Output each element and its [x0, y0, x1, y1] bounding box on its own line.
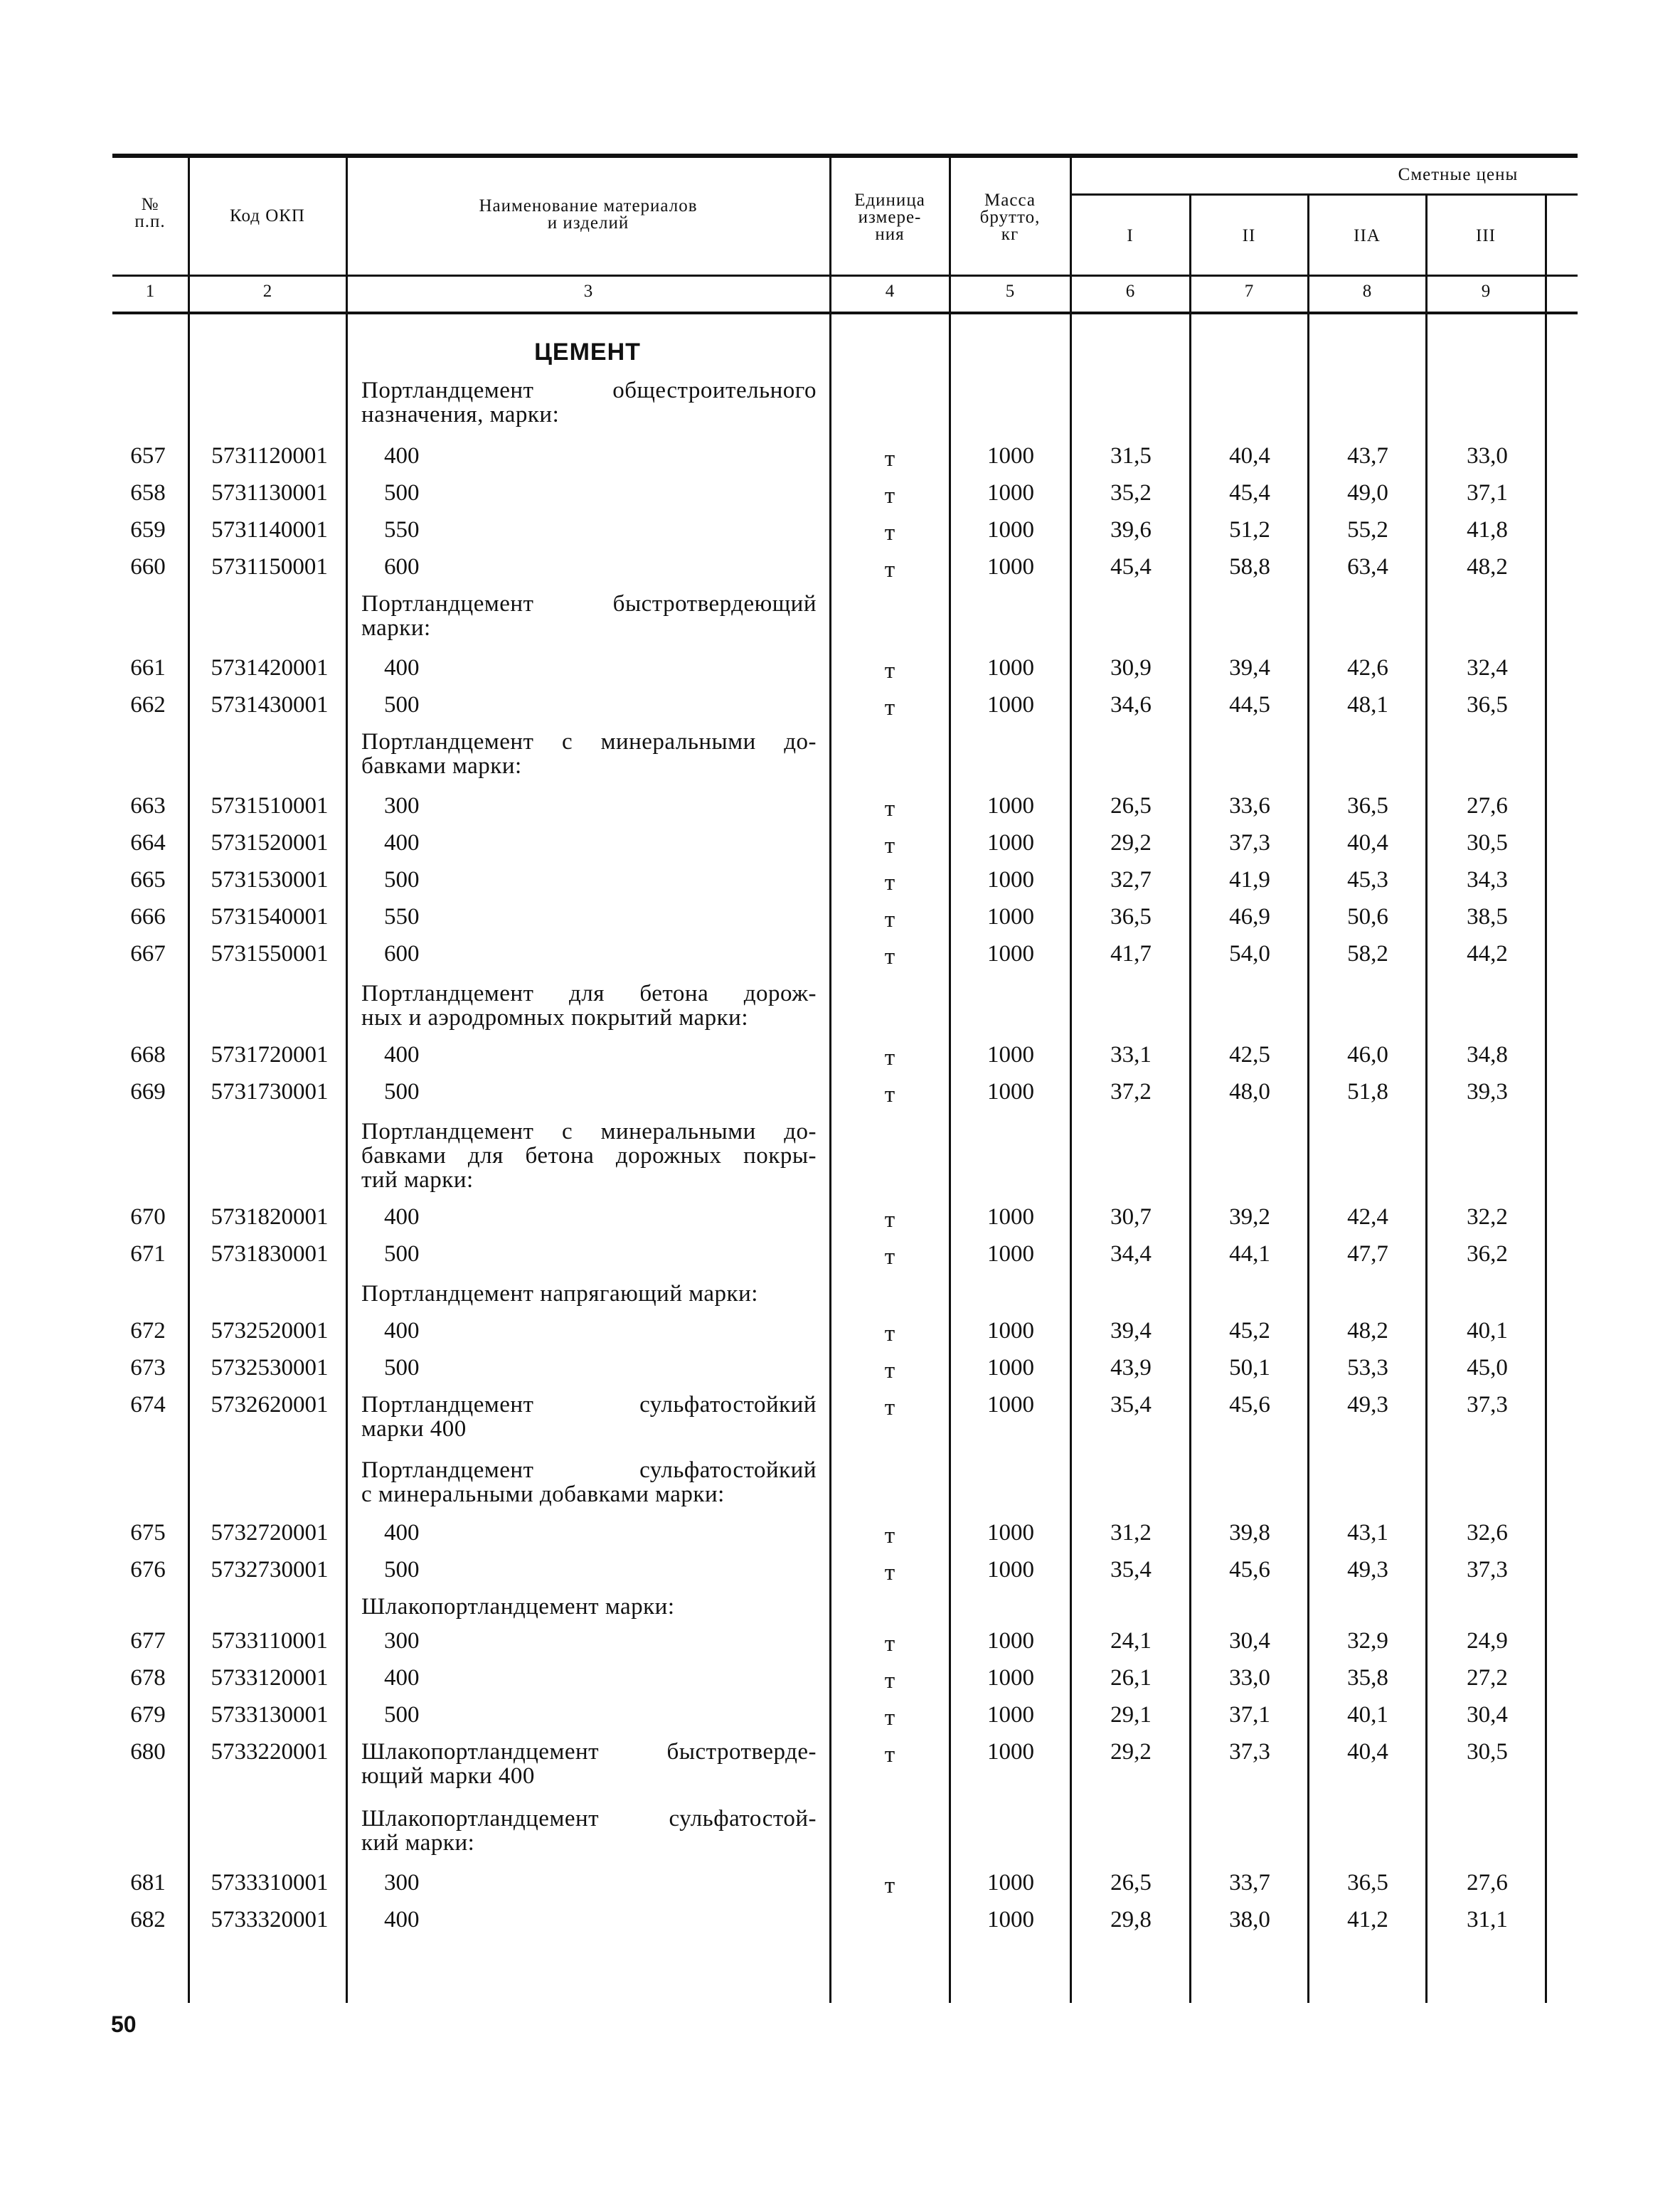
- mass-cell: 1000: [987, 1628, 1034, 1654]
- price-zone-2: 45,6: [1229, 1557, 1270, 1583]
- price-zone-4: 30,5: [1467, 830, 1508, 856]
- row-number: 659: [130, 517, 166, 543]
- row-number: 660: [130, 554, 166, 580]
- price-zone-1: 39,4: [1110, 1318, 1152, 1344]
- material-grade: 550: [384, 904, 420, 930]
- colnum-2: 2: [262, 282, 272, 301]
- unit-cell: т: [884, 557, 895, 583]
- price-zone-3: 58,2: [1347, 941, 1388, 967]
- group-heading: [361, 1807, 817, 1855]
- price-zone-1: 26,5: [1110, 793, 1152, 819]
- row-number: 679: [130, 1702, 166, 1728]
- price-zone-1: 35,4: [1110, 1392, 1152, 1418]
- mass-cell: 1000: [987, 554, 1034, 580]
- okp-code: 5731720001: [211, 1042, 329, 1068]
- row-number: 669: [130, 1079, 166, 1105]
- price-zone-4: 37,3: [1467, 1557, 1508, 1583]
- price-zone-2: 44,5: [1229, 692, 1270, 718]
- unit-cell: т: [884, 1358, 895, 1383]
- material-name: [361, 1740, 817, 1788]
- price-zone-1: 26,5: [1110, 1870, 1152, 1896]
- row-number: 665: [130, 867, 166, 893]
- price-zone-4: 41,8: [1467, 517, 1508, 543]
- price-zone-1: 35,4: [1110, 1557, 1152, 1583]
- okp-code: 5731520001: [211, 830, 329, 856]
- price-zone-1: 34,4: [1110, 1241, 1152, 1267]
- unit-cell: т: [884, 944, 895, 969]
- price-zone-4: 32,6: [1467, 1520, 1508, 1546]
- price-zone-2: 48,0: [1229, 1079, 1270, 1105]
- material-grade: 400: [384, 1520, 420, 1546]
- material-grade: 500: [384, 480, 420, 506]
- okp-code: 5733220001: [211, 1739, 329, 1765]
- mass-cell: 1000: [987, 1520, 1034, 1546]
- row-number: 673: [130, 1355, 166, 1381]
- group-heading: [361, 730, 817, 778]
- header-name: Наименование материалов и изделий: [479, 196, 698, 233]
- unit-cell: т: [884, 1523, 895, 1548]
- price-zone-4: 37,3: [1467, 1392, 1508, 1418]
- unit-cell: т: [884, 907, 895, 932]
- okp-code: 5733320001: [211, 1907, 329, 1933]
- row-number: 666: [130, 904, 166, 930]
- group-heading-line: назначения, марки:: [361, 402, 560, 427]
- price-zone-3: 42,4: [1347, 1204, 1388, 1230]
- row-number: 682: [130, 1907, 166, 1933]
- section-title: ЦЕМЕНТ: [534, 339, 641, 366]
- material-grade: 500: [384, 1557, 420, 1583]
- okp-code: 5731540001: [211, 904, 329, 930]
- price-zone-2: 33,7: [1229, 1870, 1270, 1896]
- okp-code: 5731140001: [211, 517, 328, 543]
- colnum-5: 5: [1005, 282, 1015, 301]
- material-grade: 400: [384, 1042, 420, 1068]
- okp-code: 5732730001: [211, 1557, 329, 1583]
- price-zone-4: 24,9: [1467, 1628, 1508, 1654]
- material-grade: 400: [384, 1665, 420, 1691]
- price-zone-3: 49,0: [1347, 480, 1388, 506]
- unit-cell: т: [884, 1045, 895, 1070]
- material-grade: 400: [384, 1318, 420, 1344]
- row-number: 678: [130, 1665, 166, 1691]
- price-zone-2: 39,8: [1229, 1520, 1270, 1546]
- page-number: 50: [111, 2011, 137, 2037]
- price-zone-2: 45,6: [1229, 1392, 1270, 1418]
- header-unit: Единица измере- ния: [854, 191, 925, 244]
- okp-code: 5733310001: [211, 1870, 329, 1896]
- price-zone-3: 42,6: [1347, 655, 1388, 681]
- price-zone-2: 37,1: [1229, 1702, 1270, 1728]
- material-grade: 400: [384, 1907, 420, 1933]
- price-zone-4: 30,5: [1467, 1739, 1508, 1765]
- unit-cell: т: [884, 870, 895, 895]
- material-grade: 500: [384, 692, 420, 718]
- price-zone-4: 36,5: [1467, 692, 1508, 718]
- price-zone-1: 29,1: [1110, 1702, 1152, 1728]
- row-number: 657: [130, 443, 166, 469]
- colnum-4: 4: [885, 282, 895, 301]
- okp-code: 5733120001: [211, 1665, 329, 1691]
- price-zone-1: 39,6: [1110, 517, 1152, 543]
- price-zone-1: 30,7: [1110, 1204, 1152, 1230]
- price-zone-1: 33,1: [1110, 1042, 1152, 1068]
- price-zone-3: 32,9: [1347, 1628, 1388, 1654]
- price-zone-2: 33,0: [1229, 1665, 1270, 1691]
- price-zone-4: 32,4: [1467, 655, 1508, 681]
- group-heading: [361, 1595, 817, 1619]
- mass-cell: 1000: [987, 830, 1034, 856]
- material-grade: 500: [384, 867, 420, 893]
- price-zone-2: 54,0: [1229, 941, 1270, 967]
- unit-cell: т: [884, 1082, 895, 1107]
- price-zone-2: 44,1: [1229, 1241, 1270, 1267]
- group-heading: [361, 1282, 817, 1306]
- okp-code: 5733110001: [211, 1628, 328, 1654]
- price-zone-3: 53,3: [1347, 1355, 1388, 1381]
- price-zone-1: 35,2: [1110, 480, 1152, 506]
- unit-cell: т: [884, 1705, 895, 1731]
- price-zone-3: 36,5: [1347, 793, 1388, 819]
- price-zone-1: 37,2: [1110, 1079, 1152, 1105]
- table-top-rule: [112, 154, 1578, 158]
- header-zone-3: IIА: [1354, 226, 1381, 245]
- price-zone-4: 34,3: [1467, 867, 1508, 893]
- okp-code: 5732520001: [211, 1318, 329, 1344]
- unit-cell: т: [884, 1244, 895, 1270]
- header-num: № п.п.: [134, 195, 166, 231]
- mass-cell: 1000: [987, 941, 1034, 967]
- price-zone-4: 32,2: [1467, 1204, 1508, 1230]
- mass-cell: 1000: [987, 1557, 1034, 1583]
- price-zone-2: 58,8: [1229, 554, 1270, 580]
- price-zone-4: 37,1: [1467, 480, 1508, 506]
- mass-cell: 1000: [987, 1702, 1034, 1728]
- price-zone-4: 27,6: [1467, 793, 1508, 819]
- unit-cell: т: [884, 1668, 895, 1694]
- row-number: 677: [130, 1628, 166, 1654]
- row-number: 675: [130, 1520, 166, 1546]
- colnum-bottom-rule: [112, 312, 1578, 314]
- okp-code: 5731530001: [211, 867, 329, 893]
- price-zone-2: 30,4: [1229, 1628, 1270, 1654]
- material-name: [361, 1393, 817, 1441]
- material-grade: 400: [384, 830, 420, 856]
- group-heading-line: Портландцемент для бетона дорож-: [361, 981, 817, 1006]
- material-grade: 400: [384, 1204, 420, 1230]
- price-zone-4: 36,2: [1467, 1241, 1508, 1267]
- mass-cell: 1000: [987, 793, 1034, 819]
- mass-cell: 1000: [987, 655, 1034, 681]
- row-number: 670: [130, 1204, 166, 1230]
- price-zone-4: 39,3: [1467, 1079, 1508, 1105]
- price-zone-3: 51,8: [1347, 1079, 1388, 1105]
- group-heading-line: Портландцемент с минеральными до-: [361, 729, 817, 755]
- group-heading-line: марки:: [361, 615, 431, 641]
- price-zone-2: 37,3: [1229, 830, 1270, 856]
- price-zone-1: 29,2: [1110, 1739, 1152, 1765]
- okp-code: 5731820001: [211, 1204, 329, 1230]
- header-prices: Сметные цены: [1398, 165, 1519, 184]
- price-zone-1: 30,9: [1110, 655, 1152, 681]
- unit-cell: т: [884, 1631, 895, 1657]
- price-zone-3: 47,7: [1347, 1241, 1388, 1267]
- group-heading: [361, 378, 817, 427]
- group-heading-line: Шлакопортландцемент марки:: [361, 1594, 675, 1620]
- unit-cell: т: [884, 1873, 895, 1898]
- price-zone-3: 36,5: [1347, 1870, 1388, 1896]
- header-zone-1: I: [1127, 226, 1134, 245]
- material-name-line: марки 400: [361, 1416, 467, 1442]
- price-zone-2: 51,2: [1229, 517, 1270, 543]
- price-zone-3: 40,4: [1347, 830, 1388, 856]
- price-zone-2: 45,2: [1229, 1318, 1270, 1344]
- okp-code: 5731730001: [211, 1079, 329, 1105]
- row-number: 676: [130, 1557, 166, 1583]
- price-zone-1: 31,2: [1110, 1520, 1152, 1546]
- group-heading-line: с минеральными добавками марки:: [361, 1482, 725, 1507]
- okp-code: 5731130001: [211, 480, 328, 506]
- price-zone-4: 27,2: [1467, 1665, 1508, 1691]
- price-zone-2: 39,2: [1229, 1204, 1270, 1230]
- group-heading-line: бавками для бетона дорожных покры-: [361, 1143, 817, 1169]
- price-zone-4: 48,2: [1467, 554, 1508, 580]
- group-heading-line: бавками марки:: [361, 753, 522, 779]
- material-grade: 500: [384, 1079, 420, 1105]
- colnum-7: 7: [1244, 282, 1254, 301]
- price-zone-3: 40,1: [1347, 1702, 1388, 1728]
- price-zone-2: 40,4: [1229, 443, 1270, 469]
- unit-cell: т: [884, 1395, 895, 1420]
- price-zone-2: 33,6: [1229, 793, 1270, 819]
- colnum-6: 6: [1125, 282, 1135, 301]
- price-zone-2: 46,9: [1229, 904, 1270, 930]
- unit-cell: т: [884, 796, 895, 822]
- material-grade: 300: [384, 1870, 420, 1896]
- unit-cell: т: [884, 1321, 895, 1346]
- mass-cell: 1000: [987, 692, 1034, 718]
- price-zone-4: 45,0: [1467, 1355, 1508, 1381]
- material-name-line: Шлакопортландцемент быстротверде-: [361, 1739, 817, 1765]
- price-zone-2: 50,1: [1229, 1355, 1270, 1381]
- colnum-1: 1: [145, 282, 155, 301]
- header-mass: Масса брутто, кг: [979, 191, 1041, 244]
- price-zone-4: 27,6: [1467, 1870, 1508, 1896]
- group-heading-line: кий марки:: [361, 1830, 475, 1856]
- price-zone-1: 26,1: [1110, 1665, 1152, 1691]
- group-heading-line: ных и аэродромных покрытий марки:: [361, 1005, 749, 1031]
- mass-cell: 1000: [987, 1241, 1034, 1267]
- row-number: 667: [130, 941, 166, 967]
- material-grade: 400: [384, 655, 420, 681]
- mass-cell: 1000: [987, 1355, 1034, 1381]
- row-number: 671: [130, 1241, 166, 1267]
- price-zone-2: 37,3: [1229, 1739, 1270, 1765]
- mass-cell: 1000: [987, 1870, 1034, 1896]
- okp-code: 5731120001: [211, 443, 328, 469]
- row-number: 672: [130, 1318, 166, 1344]
- price-zone-1: 43,9: [1110, 1355, 1152, 1381]
- price-zone-3: 35,8: [1347, 1665, 1388, 1691]
- header-zone-2: II: [1242, 226, 1256, 245]
- row-number: 661: [130, 655, 166, 681]
- okp-code: 5731420001: [211, 655, 329, 681]
- price-zone-3: 55,2: [1347, 517, 1388, 543]
- row-number: 664: [130, 830, 166, 856]
- price-zone-1: 29,8: [1110, 1907, 1152, 1933]
- price-zone-4: 38,5: [1467, 904, 1508, 930]
- price-zone-1: 24,1: [1110, 1628, 1152, 1654]
- mass-cell: 1000: [987, 1665, 1034, 1691]
- okp-code: 5732530001: [211, 1355, 329, 1381]
- price-zone-2: 39,4: [1229, 655, 1270, 681]
- material-name-line: ющий марки 400: [361, 1763, 535, 1789]
- price-zone-3: 43,7: [1347, 443, 1388, 469]
- price-zone-4: 30,4: [1467, 1702, 1508, 1728]
- mass-cell: 1000: [987, 904, 1034, 930]
- okp-code: 5732620001: [211, 1392, 329, 1418]
- row-number: 663: [130, 793, 166, 819]
- mass-cell: 1000: [987, 517, 1034, 543]
- price-zone-2: 42,5: [1229, 1042, 1270, 1068]
- unit-cell: т: [884, 833, 895, 858]
- price-zone-4: 31,1: [1467, 1907, 1508, 1933]
- okp-code: 5731550001: [211, 941, 329, 967]
- price-zone-3: 45,3: [1347, 867, 1388, 893]
- material-grade: 400: [384, 443, 420, 469]
- mass-cell: 1000: [987, 1392, 1034, 1418]
- price-zone-4: 33,0: [1467, 443, 1508, 469]
- price-zone-3: 40,4: [1347, 1739, 1388, 1765]
- price-zone-4: 34,8: [1467, 1042, 1508, 1068]
- material-grade: 600: [384, 941, 420, 967]
- group-heading-line: Портландцемент напрягающий марки:: [361, 1281, 758, 1307]
- header-zone-4: III: [1476, 226, 1496, 245]
- price-zone-2: 45,4: [1229, 480, 1270, 506]
- price-zone-3: 49,3: [1347, 1392, 1388, 1418]
- group-heading: [361, 592, 817, 640]
- group-heading: [361, 982, 817, 1030]
- group-heading-line: Шлакопортландцемент сульфатостой-: [361, 1806, 817, 1832]
- mass-cell: 1000: [987, 867, 1034, 893]
- unit-cell: т: [884, 1742, 895, 1767]
- material-grade: 500: [384, 1355, 420, 1381]
- okp-code: 5731150001: [211, 554, 328, 580]
- okp-code: 5732720001: [211, 1520, 329, 1546]
- mass-cell: 1000: [987, 1739, 1034, 1765]
- price-zone-3: 49,3: [1347, 1557, 1388, 1583]
- price-zone-1: 41,7: [1110, 941, 1152, 967]
- unit-cell: т: [884, 1560, 895, 1585]
- mass-cell: 1000: [987, 1079, 1034, 1105]
- price-zone-1: 31,5: [1110, 443, 1152, 469]
- row-number: 658: [130, 480, 166, 506]
- okp-code: 5731510001: [211, 793, 329, 819]
- price-zone-2: 38,0: [1229, 1907, 1270, 1933]
- unit-cell: т: [884, 520, 895, 546]
- unit-cell: т: [884, 483, 895, 509]
- colnum-9: 9: [1481, 282, 1491, 301]
- price-zone-3: 41,2: [1347, 1907, 1388, 1933]
- okp-code: 5731430001: [211, 692, 329, 718]
- mass-cell: 1000: [987, 443, 1034, 469]
- price-zone-1: 29,2: [1110, 830, 1152, 856]
- header-code: Код ОКП: [230, 206, 305, 225]
- unit-cell: т: [884, 695, 895, 721]
- header-bottom-rule: [112, 275, 1578, 277]
- price-zone-1: 32,7: [1110, 867, 1152, 893]
- colnum-8: 8: [1362, 282, 1372, 301]
- price-zone-3: 48,1: [1347, 692, 1388, 718]
- unit-cell: т: [884, 446, 895, 472]
- row-number: 681: [130, 1870, 166, 1896]
- mass-cell: 1000: [987, 1204, 1034, 1230]
- price-zone-1: 34,6: [1110, 692, 1152, 718]
- prices-header-rule: [1071, 193, 1578, 196]
- price-zone-3: 63,4: [1347, 554, 1388, 580]
- material-grade: 500: [384, 1702, 420, 1728]
- group-heading: [361, 1120, 817, 1192]
- mass-cell: 1000: [987, 1907, 1034, 1933]
- material-grade: 300: [384, 1628, 420, 1654]
- unit-cell: т: [884, 658, 895, 684]
- row-number: 662: [130, 692, 166, 718]
- okp-code: 5733130001: [211, 1702, 329, 1728]
- material-grade: 300: [384, 793, 420, 819]
- price-zone-3: 46,0: [1347, 1042, 1388, 1068]
- colnum-3: 3: [583, 282, 593, 301]
- material-name-line: Портландцемент сульфатостойкий: [361, 1392, 817, 1418]
- price-zone-1: 45,4: [1110, 554, 1152, 580]
- price-zone-3: 50,6: [1347, 904, 1388, 930]
- group-heading: [361, 1458, 817, 1506]
- price-zone-2: 41,9: [1229, 867, 1270, 893]
- group-heading-line: тий марки:: [361, 1167, 474, 1193]
- group-heading-line: Портландцемент с минеральными до-: [361, 1119, 817, 1144]
- row-number: 674: [130, 1392, 166, 1418]
- unit-cell: т: [884, 1207, 895, 1233]
- price-zone-4: 44,2: [1467, 941, 1508, 967]
- material-grade: 550: [384, 517, 420, 543]
- price-zone-4: 40,1: [1467, 1318, 1508, 1344]
- mass-cell: 1000: [987, 480, 1034, 506]
- price-zone-3: 43,1: [1347, 1520, 1388, 1546]
- group-heading-line: Портландцемент общестроительного: [361, 378, 817, 403]
- price-zone-3: 48,2: [1347, 1318, 1388, 1344]
- row-number: 668: [130, 1042, 166, 1068]
- material-grade: 500: [384, 1241, 420, 1267]
- material-grade: 600: [384, 554, 420, 580]
- mass-cell: 1000: [987, 1042, 1034, 1068]
- group-heading-line: Портландцемент сульфатостойкий: [361, 1457, 817, 1483]
- mass-cell: 1000: [987, 1318, 1034, 1344]
- row-number: 680: [130, 1739, 166, 1765]
- group-heading-line: Портландцемент быстротвердеющий: [361, 591, 817, 617]
- okp-code: 5731830001: [211, 1241, 329, 1267]
- price-zone-1: 36,5: [1110, 904, 1152, 930]
